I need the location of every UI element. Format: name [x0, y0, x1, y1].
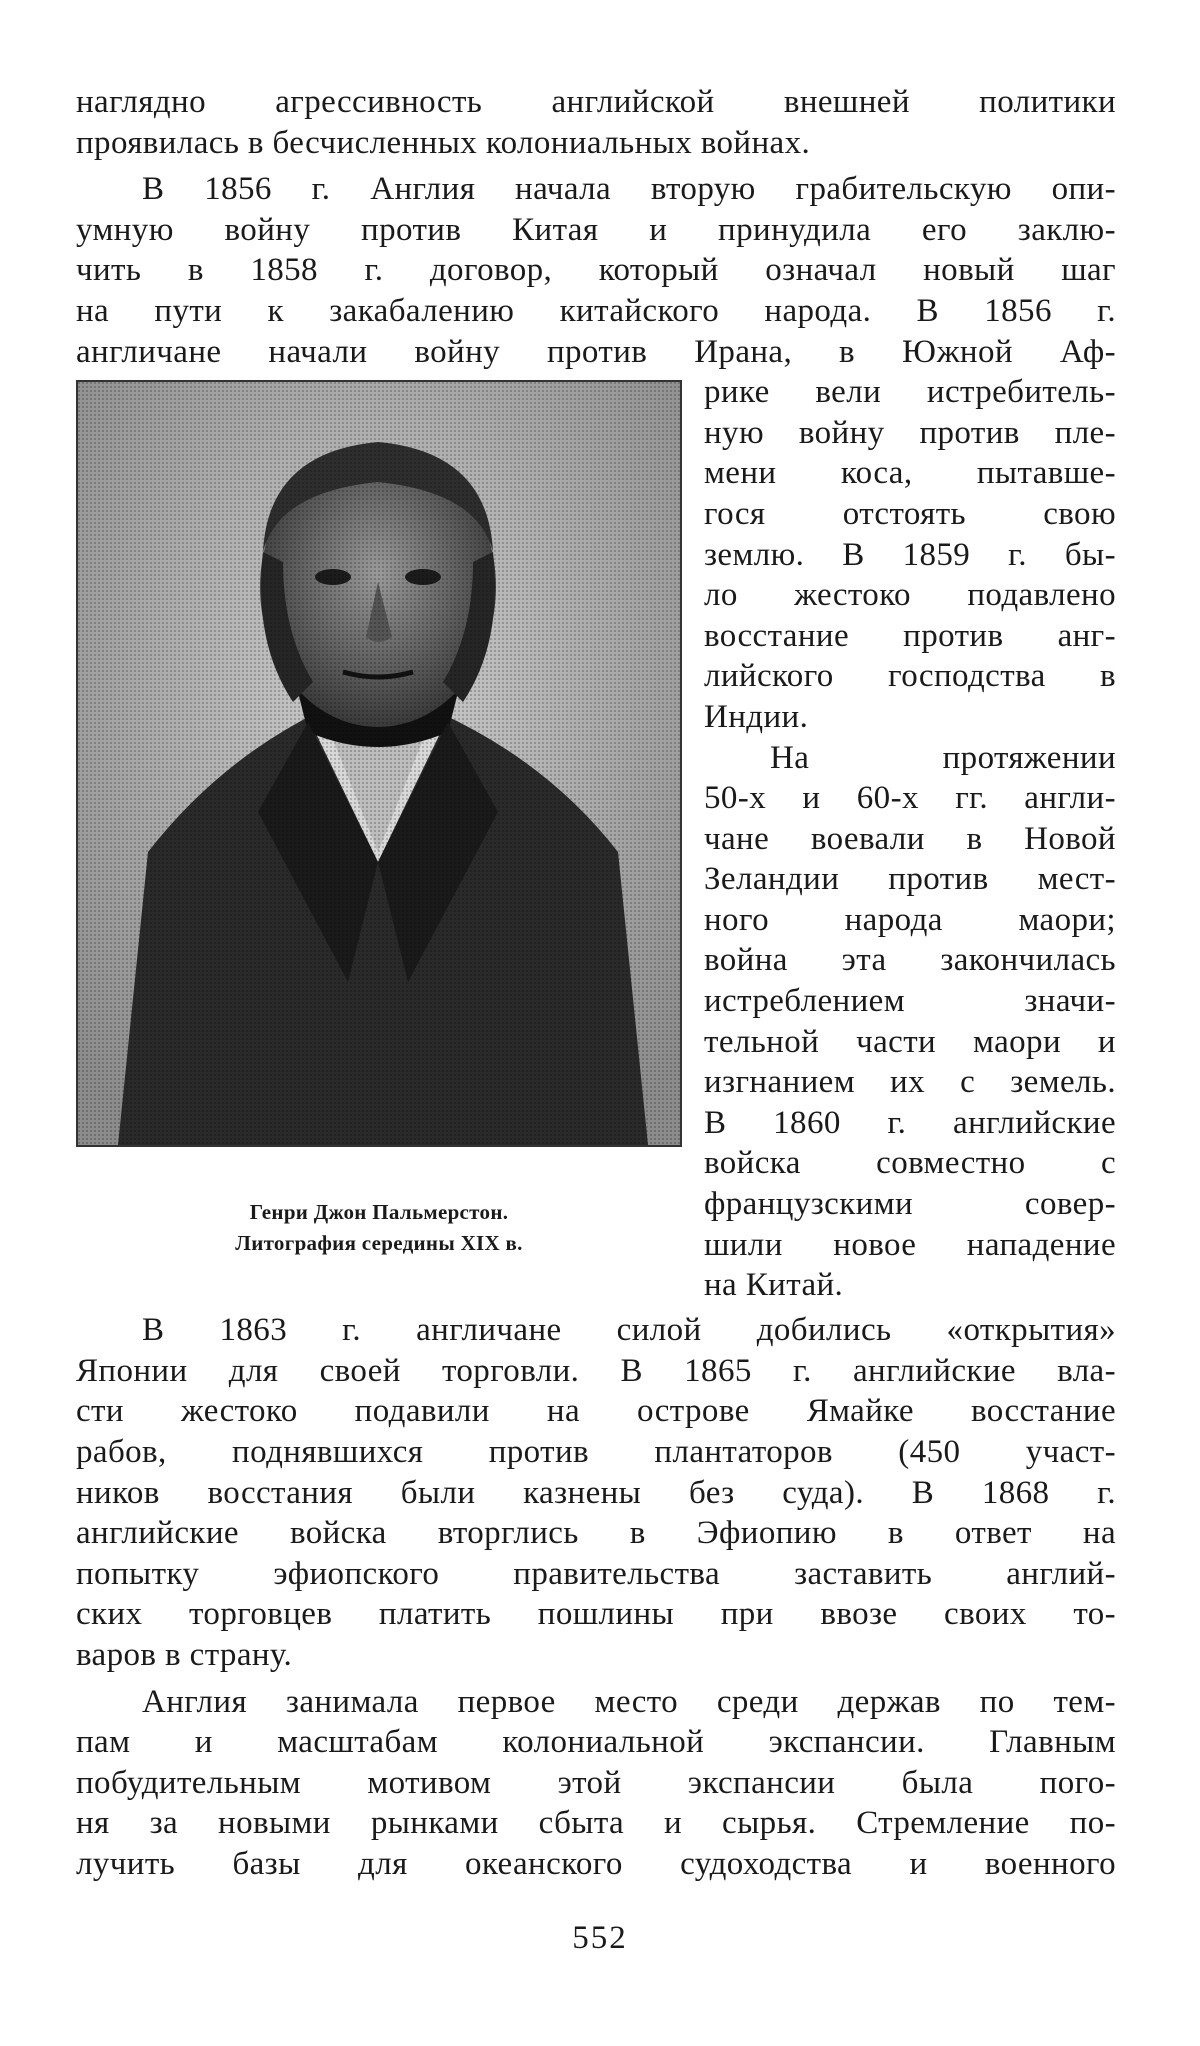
text-line: умную войну против Китая и принудила его заклю- — [76, 211, 1116, 248]
paragraph-expansion — [76, 1682, 1116, 1885]
text-line: ня за новыми рынками сбыта и сырья. Стремление по- — [76, 1805, 1116, 1842]
text-line: на Китай. — [704, 1267, 844, 1304]
text-line: ного народа маори; — [704, 901, 1116, 938]
text-line: английские войска вторглись в Эфиопию в ответ на — [76, 1515, 1116, 1552]
page-number: 552 — [572, 1920, 628, 1956]
text-line: ную войну против пле- — [704, 414, 1116, 451]
text-line: Японии для своей торговли. В 1865 г. английские вла- — [76, 1352, 1116, 1389]
book-page — [76, 82, 1116, 1884]
text-line: проявилась в бесчисленных колониальных войнах. — [76, 124, 811, 161]
text-line: лийского господства в — [704, 658, 1116, 695]
text-line: пам и масштабам колониальной экспансии. Главным — [76, 1724, 1116, 1761]
text-line: лучить базы для океанского судоходства и военного — [76, 1845, 1116, 1882]
text-line: французскими совер- — [704, 1186, 1116, 1223]
text-line: На протяжении — [770, 739, 1116, 776]
text-line: В 1863 г. англичане силой добились «открытия» — [142, 1312, 1116, 1349]
portrait-figure — [76, 380, 682, 1259]
portrait-image — [76, 380, 682, 1147]
text-line: ских торговцев платить пошлины при ввозе своих то- — [76, 1596, 1116, 1633]
text-line: мени коса, пытавше- — [704, 455, 1116, 492]
text-line: Англия занимала первое место среди держав по тем- — [142, 1683, 1116, 1720]
caption-name: Генри Джон Пальмерстон. — [249, 1200, 509, 1225]
caption-description: Литография середины XIX в. — [235, 1231, 523, 1256]
text-line: 50-х и 60-х гг. англи- — [704, 780, 1116, 817]
text-line: землю. В 1859 г. бы- — [704, 536, 1116, 573]
text-line: В 1860 г. английские — [704, 1104, 1116, 1141]
paragraph-1856 — [76, 169, 1116, 372]
text-line: тельной части маори и — [704, 1023, 1116, 1060]
text-line: истреблением значи- — [704, 983, 1116, 1020]
text-line: чить в 1858 г. договор, который означал новый шаг — [76, 252, 1116, 289]
text-line: попытку эфиопского правительства заставить англий- — [76, 1555, 1116, 1592]
text-line: чане воевали в Новой — [704, 820, 1116, 857]
text-line: ников восстания были казнены без суда). В 1868 г. — [76, 1474, 1116, 1511]
text-line: шили новое нападение — [704, 1226, 1116, 1263]
paragraph-1863 — [76, 1310, 1116, 1675]
figure-section — [76, 372, 1116, 1310]
text-line: восстание против анг- — [704, 617, 1116, 654]
text-line: В 1856 г. Англия начала вторую грабительскую опи- — [142, 171, 1116, 208]
text-line: побудительным мотивом этой экспансии была пого- — [76, 1764, 1116, 1801]
text-line: рабов, поднявшихся против плантаторов (450 участ- — [76, 1433, 1116, 1470]
text-line: Зеландии против мест- — [704, 861, 1116, 898]
text-line: рике вели истребитель- — [704, 374, 1116, 411]
text-line: изгнанием их с земель. — [704, 1064, 1116, 1101]
text-line: наглядно агрессивность английской внешней политики — [76, 84, 1116, 120]
text-line: война эта закончилась — [704, 942, 1116, 979]
intro-paragraph — [76, 82, 1116, 163]
portrait-caption — [76, 1197, 682, 1259]
text-line: англичане начали войну против Ирана, в Южной Аф- — [76, 333, 1116, 370]
text-line: ло жестоко подавлено — [704, 577, 1116, 614]
text-line: войска совместно с — [704, 1145, 1116, 1182]
text-line: на пути к закабалению китайского народа. В 1856 г. — [76, 292, 1116, 329]
text-line: варов в страну. — [76, 1636, 293, 1673]
text-line: сти жестоко подавили на острове Ямайке восстание — [76, 1393, 1116, 1430]
text-line: гося отстоять свою — [704, 495, 1116, 532]
text-line: Индии. — [704, 698, 809, 735]
side-column-text — [704, 372, 1116, 1306]
